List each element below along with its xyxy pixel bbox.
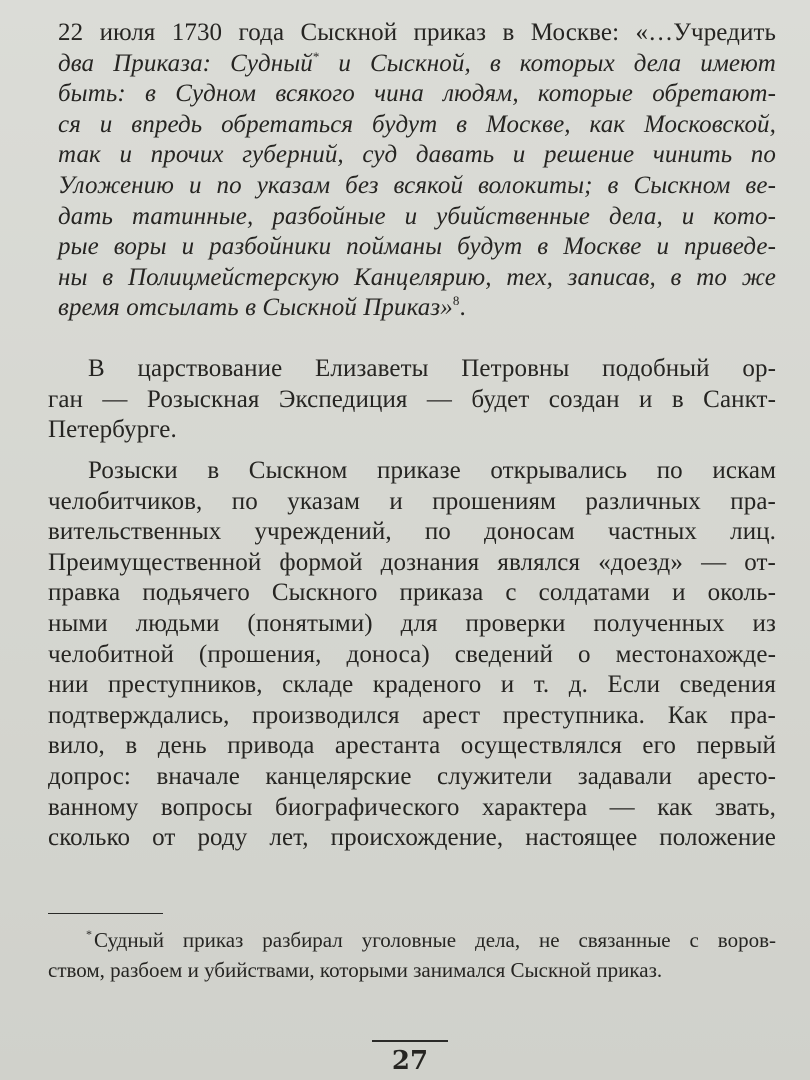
third-paragraph-line-6 (48, 609, 776, 640)
quote-paragraph (58, 18, 776, 324)
quote-line-2-start: два Приказа: Судный (58, 49, 313, 77)
third-paragraph-line-11-text: допрос: вначале канцелярские служители задавали аресто- (48, 762, 776, 790)
quote-line-8 (58, 232, 776, 263)
quote-line-7-text: дать татинные, разбойные и убийственные дела, и кото- (58, 202, 776, 230)
third-paragraph-line-10-text: вило, в день привода арестанта осуществлялся его первый (48, 732, 776, 760)
third-paragraph-line-7-text: челобитной (прошения, доноса) сведений о местонахожде- (48, 640, 776, 668)
third-paragraph-line-12-text: ванному вопросы биографического характера — как звать, (48, 793, 776, 821)
third-paragraph-line-4-text: Преимущественной формой дознания являлся «доезд» — от- (48, 548, 776, 576)
quote-line-2-and: и (338, 49, 352, 77)
quote-line-5 (58, 140, 776, 171)
endnote-number: 8 (452, 293, 460, 309)
second-paragraph-line-1 (48, 354, 776, 385)
quote-line-4 (58, 110, 776, 141)
quote-line-1-text: 22 июля 1730 года Сыскной приказ в Москве: «…Учредить (58, 19, 776, 46)
quote-line-6 (58, 171, 776, 202)
footnote-line-1-text: Судный приказ разбирал уголовные дела, не связанные с воров- (94, 928, 776, 952)
footnote (48, 925, 776, 985)
third-paragraph-line-4 (48, 548, 776, 579)
third-paragraph-line-11 (48, 762, 776, 793)
footnote-line-1 (48, 925, 776, 955)
quote-line-9-text: ны в Полицмейстерскую Канцелярию, тех, записав, в то же (58, 263, 776, 291)
quote-line-7 (58, 202, 776, 233)
quote-line-3 (58, 79, 776, 110)
third-paragraph-line-3-text: вительственных учреждений, по доносам частных лиц. (48, 518, 776, 546)
second-paragraph-line-1-text: В царствование Елизаветы Петровны подобный ор- (88, 355, 776, 382)
third-paragraph-line-8 (48, 670, 776, 701)
third-paragraph-line-8-text: нии преступников, складе краденого и т. д. Если сведения (48, 671, 776, 699)
third-paragraph-line-3 (48, 517, 776, 548)
third-paragraph-line-9-text: подтверждались, производился арест преступника. Как пра- (48, 701, 776, 729)
second-paragraph-line-3 (48, 415, 776, 446)
third-paragraph-line-6-text: ными людьми (понятыми) для проверки полученных из (48, 609, 776, 637)
quote-line-10-text: время отсылать в Сыскной Приказ» (58, 294, 453, 322)
footnote-marker-inline: * (312, 48, 320, 64)
quote-line-6-text: Уложению и по указам без всякой волокиты; в Сыскном ве- (58, 171, 776, 199)
third-paragraph-line-7 (48, 640, 776, 671)
page-number: 27 (391, 1046, 429, 1076)
second-paragraph-line-2 (48, 385, 776, 416)
third-paragraph-line-2 (48, 487, 776, 518)
third-paragraph-line-12 (48, 793, 776, 824)
quote-line-5-text: так и прочих губерний, суд давать и решение чинить по (58, 141, 776, 169)
second-paragraph-line-3-text: Петербурге. (48, 416, 177, 444)
footnote-marker: * (86, 927, 92, 941)
third-paragraph-line-2-text: челобитчиков, по указам и прошениям различных пра- (48, 487, 776, 515)
quote-line-9 (58, 263, 776, 294)
quote-trailing-period: . (459, 294, 466, 322)
footnote-divider (48, 913, 163, 914)
quote-line-10 (58, 293, 776, 324)
second-paragraph (48, 354, 776, 446)
quote-line-8-text: рые воры и разбойники пойманы будут в Москве и приведе- (58, 233, 776, 261)
footnote-line-2-text: ством, разбоем и убийствами, которыми занимался Сыскной приказ. (48, 958, 663, 982)
third-paragraph-line-1-text: Розыски в Сыскном приказе открывались по искам (88, 457, 776, 484)
third-paragraph-line-5-text: правка подьячего Сыскного приказа с солдатами и околь- (48, 579, 776, 607)
footnote-line-2 (48, 955, 776, 985)
second-paragraph-line-2-text: ган — Розыскная Экспедиция — будет создан и в Санкт- (48, 385, 776, 413)
third-paragraph-line-13 (48, 823, 776, 854)
third-paragraph-line-9 (48, 701, 776, 732)
page-number-rule (372, 1040, 448, 1042)
third-paragraph-line-10 (48, 731, 776, 762)
quote-line-2-sysknoy: Сыскной, (370, 49, 471, 77)
third-paragraph-line-1 (48, 456, 776, 487)
quote-line-4-text: ся и впредь обретаться будут в Москве, как Московской, (58, 110, 776, 138)
quote-line-2 (58, 49, 776, 80)
third-paragraph-line-5 (48, 578, 776, 609)
quote-line-2-end: в которых дела имеют (489, 49, 776, 77)
third-paragraph (48, 456, 776, 854)
quote-line-3-text: быть: в Судном всякого чина людям, которые обретают- (58, 80, 776, 108)
quote-line-1 (58, 18, 776, 49)
third-paragraph-line-13-text: сколько от роду лет, происхождение, настоящее положение (48, 824, 776, 852)
